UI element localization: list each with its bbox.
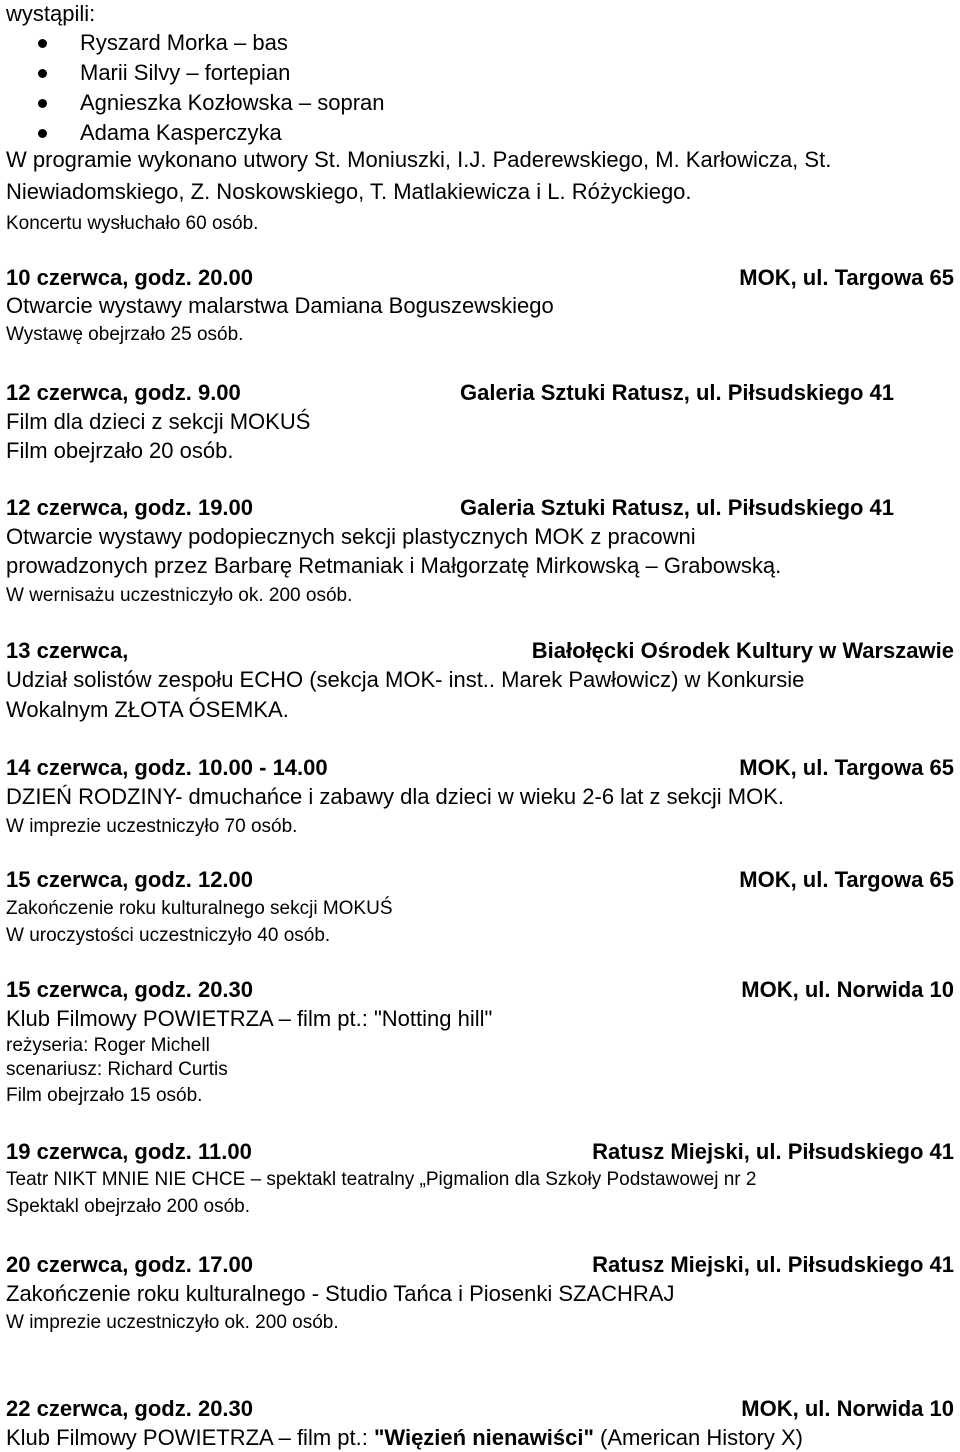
event-place: MOK, ul. Norwida 10 [741,977,954,1002]
event-date: 22 czerwca, godz. 20.30 [6,1396,254,1421]
attendance-text: Koncertu wysłuchało 60 osób. [6,213,259,234]
performer-text: Adama Kasperczyka [80,120,282,145]
event-attendance: W imprezie uczestniczyło ok. 200 osób. [6,1312,339,1333]
event-attendance: W uroczystości uczestniczyło 40 osób. [6,925,331,946]
event-header [6,1137,954,1167]
event-place: Galeria Sztuki Ratusz, ul. Piłsudskiego 41 [460,380,895,405]
event-description: Film dla dzieci z sekcji MOKUŚ [6,409,311,434]
event-description: Zakończenie roku kulturalnego sekcji MOKUŚ [6,898,393,919]
event-header [6,493,954,523]
event-description: Teatr NIKT MNIE NIE CHCE – spektakl teatralny „Pigmalion dla Szkoły Podstawowej nr 2 [6,1169,757,1190]
event-header [6,1250,954,1280]
bullet-icon [38,129,47,138]
event-place: MOK, ul. Targowa 65 [739,265,954,290]
event-date: 13 czerwca, [6,638,129,663]
event-credit: reżyseria: Roger Michell [6,1035,210,1056]
event-date: 15 czerwca, godz. 12.00 [6,867,254,892]
program-text: W programie wykonano utwory St. Moniuszki, I.J. Paderewskiego, M. Karłowicza, St. [6,147,832,172]
event-header [6,1394,954,1424]
event-place: Ratusz Miejski, ul. Piłsudskiego 41 [592,1139,954,1164]
event-description: prowadzonych przez Barbarę Retmaniak i Małgorzatę Mirkowską – Grabowską. [6,553,782,578]
performer-text: Marii Silvy – fortepian [80,60,291,85]
event-header [6,753,954,783]
event-place: MOK, ul. Targowa 65 [739,867,954,892]
event-date: 15 czerwca, godz. 20.30 [6,977,254,1002]
event-description [6,1424,803,1452]
event-attendance: W imprezie uczestniczyło 70 osób. [6,816,298,837]
event-date: 12 czerwca, godz. 9.00 [6,380,241,405]
event-header [6,636,954,666]
performer-text: Ryszard Morka – bas [80,30,288,55]
program-text: Niewiadomskiego, Z. Noskowskiego, T. Matlakiewicza i L. Różyckiego. [6,179,692,204]
event-attendance: W wernisażu uczestniczyło ok. 200 osób. [6,585,353,606]
event-description: DZIEŃ RODZINY- dmuchańce i zabawy dla dzieci w wieku 2-6 lat z sekcji MOK. [6,784,784,809]
event-description: Zakończenie roku kulturalnego - Studio Tańca i Piosenki SZACHRAJ [6,1281,675,1306]
event-attendance: Film obejrzało 15 osób. [6,1085,203,1106]
event-description: Klub Filmowy POWIETRZA – film pt.: "Notting hill" [6,1006,493,1031]
event-date: 10 czerwca, godz. 20.00 [6,265,254,290]
event-attendance: Spektakl obejrzało 200 osób. [6,1196,250,1217]
event-place: MOK, ul. Targowa 65 [739,755,954,780]
event-header [6,865,954,895]
event-place: Ratusz Miejski, ul. Piłsudskiego 41 [592,1252,954,1277]
film-title: "Więzień nienawiści" [373,1425,594,1450]
event-place: MOK, ul. Norwida 10 [741,1396,954,1421]
bullet-icon [38,69,47,78]
event-header [6,378,954,408]
bullet-icon [38,99,47,108]
event-credit: scenariusz: Richard Curtis [6,1059,228,1080]
event-header [6,975,954,1005]
event-place: Białołęcki Ośrodek Kultury w Warszawie [531,638,954,663]
event-header [6,263,954,293]
event-description-prefix: Klub Filmowy POWIETRZA – film pt.: [6,1425,374,1450]
event-date: 20 czerwca, godz. 17.00 [6,1252,254,1277]
event-attendance: Film obejrzało 20 osób. [6,438,234,463]
event-date: 14 czerwca, godz. 10.00 - 14.00 [6,755,328,780]
bullet-icon [38,39,47,48]
event-description: Otwarcie wystawy podopiecznych sekcji plastycznych MOK z pracowni [6,524,696,549]
event-description: Wokalnym ZŁOTA ÓSEMKA. [6,697,289,722]
event-description: Otwarcie wystawy malarstwa Damiana Boguszewskiego [6,293,554,318]
event-attendance: Wystawę obejrzało 25 osób. [6,324,244,345]
event-date: 19 czerwca, godz. 11.00 [6,1139,252,1164]
intro-heading: wystąpili: [6,1,96,26]
film-subtitle: (American History X) [593,1425,803,1450]
event-place: Galeria Sztuki Ratusz, ul. Piłsudskiego 41 [460,495,895,520]
event-date: 12 czerwca, godz. 19.00 [6,495,254,520]
performer-text: Agnieszka Kozłowska – sopran [80,90,385,115]
event-description: Udział solistów zespołu ECHO (sekcja MOK- inst.. Marek Pawłowicz) w Konkursie [6,667,805,692]
